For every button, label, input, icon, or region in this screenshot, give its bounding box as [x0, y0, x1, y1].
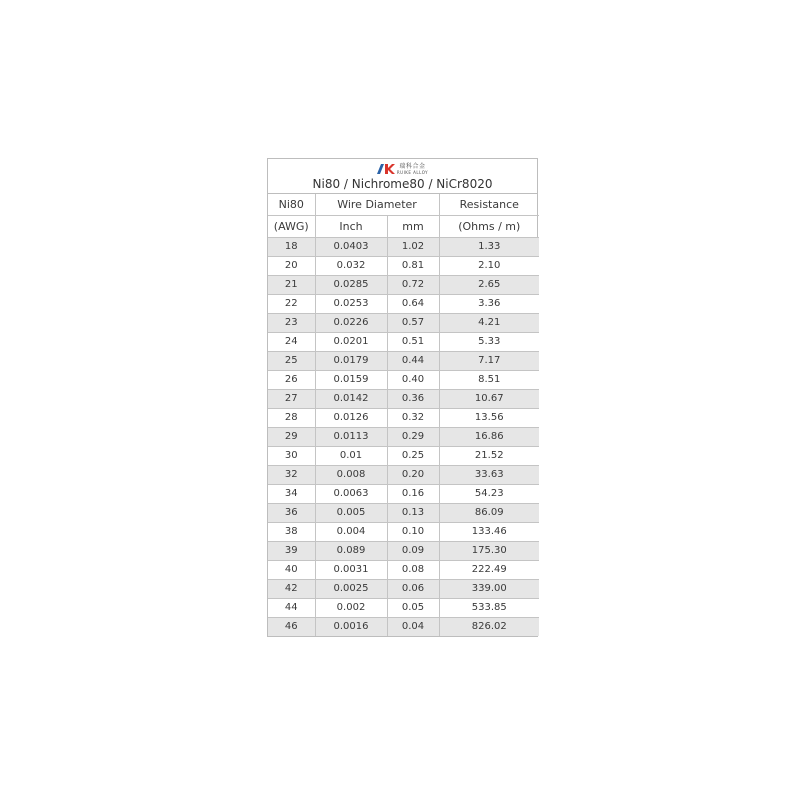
cell-res: 10.67 — [439, 390, 539, 409]
cell-mm: 0.51 — [387, 333, 439, 352]
table-row — [268, 409, 539, 428]
cell-inch: 0.0031 — [315, 561, 387, 580]
cell-mm: 0.40 — [387, 371, 439, 390]
header-ni80: Ni80 — [268, 194, 315, 216]
table-row — [268, 580, 539, 599]
cell-mm: 0.44 — [387, 352, 439, 371]
table-row — [268, 618, 539, 637]
cell-awg: 18 — [268, 238, 315, 257]
cell-res: 33.63 — [439, 466, 539, 485]
table-row — [268, 466, 539, 485]
cell-inch: 0.0226 — [315, 314, 387, 333]
logo-line1: 瑞科合金 — [399, 162, 426, 170]
table-row — [268, 276, 539, 295]
title-block — [268, 159, 537, 194]
cell-inch: 0.0179 — [315, 352, 387, 371]
table-row — [268, 542, 539, 561]
table-row — [268, 333, 539, 352]
cell-awg: 38 — [268, 523, 315, 542]
cell-mm: 0.06 — [387, 580, 439, 599]
table-row — [268, 314, 539, 333]
cell-inch: 0.0142 — [315, 390, 387, 409]
cell-res: 2.10 — [439, 257, 539, 276]
cell-mm: 0.09 — [387, 542, 439, 561]
table-row — [268, 447, 539, 466]
cell-mm: 0.20 — [387, 466, 439, 485]
table-row — [268, 371, 539, 390]
cell-res: 1.33 — [439, 238, 539, 257]
table-row — [268, 561, 539, 580]
cell-res: 133.46 — [439, 523, 539, 542]
cell-awg: 44 — [268, 599, 315, 618]
cell-inch: 0.032 — [315, 257, 387, 276]
cell-res: 339.00 — [439, 580, 539, 599]
cell-awg: 25 — [268, 352, 315, 371]
cell-res: 533.85 — [439, 599, 539, 618]
cell-mm: 0.32 — [387, 409, 439, 428]
cell-awg: 23 — [268, 314, 315, 333]
cell-inch: 0.0201 — [315, 333, 387, 352]
cell-inch: 0.0016 — [315, 618, 387, 637]
cell-res: 4.21 — [439, 314, 539, 333]
cell-inch: 0.0285 — [315, 276, 387, 295]
cell-mm: 0.13 — [387, 504, 439, 523]
table-row — [268, 238, 539, 257]
table-row — [268, 428, 539, 447]
table-row — [268, 352, 539, 371]
cell-awg: 34 — [268, 485, 315, 504]
header-wire-diameter: Wire Diameter — [315, 194, 439, 216]
cell-res: 21.52 — [439, 447, 539, 466]
header-ohms: (Ohms / m) — [439, 216, 539, 238]
cell-res: 175.30 — [439, 542, 539, 561]
header-inch: Inch — [315, 216, 387, 238]
header-row-2 — [268, 216, 539, 238]
cell-res: 86.09 — [439, 504, 539, 523]
cell-inch: 0.002 — [315, 599, 387, 618]
table-row — [268, 295, 539, 314]
cell-awg: 46 — [268, 618, 315, 637]
cell-res: 826.02 — [439, 618, 539, 637]
cell-mm: 0.64 — [387, 295, 439, 314]
cell-res: 16.86 — [439, 428, 539, 447]
cell-res: 222.49 — [439, 561, 539, 580]
cell-mm: 1.02 — [387, 238, 439, 257]
table-row — [268, 523, 539, 542]
header-resistance: Resistance — [439, 194, 539, 216]
cell-inch: 0.0025 — [315, 580, 387, 599]
cell-awg: 28 — [268, 409, 315, 428]
cell-awg: 40 — [268, 561, 315, 580]
cell-awg: 21 — [268, 276, 315, 295]
table-row — [268, 599, 539, 618]
cell-res: 8.51 — [439, 371, 539, 390]
cell-inch: 0.0159 — [315, 371, 387, 390]
cell-inch: 0.0253 — [315, 295, 387, 314]
cell-awg: 24 — [268, 333, 315, 352]
cell-res: 5.33 — [439, 333, 539, 352]
cell-awg: 22 — [268, 295, 315, 314]
table-row — [268, 390, 539, 409]
wire-table — [267, 158, 538, 637]
cell-inch: 0.0126 — [315, 409, 387, 428]
cell-inch: 0.0113 — [315, 428, 387, 447]
cell-inch: 0.004 — [315, 523, 387, 542]
cell-awg: 30 — [268, 447, 315, 466]
header-row-1 — [268, 194, 539, 216]
cell-res: 54.23 — [439, 485, 539, 504]
cell-mm: 0.36 — [387, 390, 439, 409]
table-row — [268, 504, 539, 523]
cell-awg: 29 — [268, 428, 315, 447]
cell-inch: 0.0403 — [315, 238, 387, 257]
data-table — [268, 194, 539, 636]
table-row — [268, 485, 539, 504]
cell-mm: 0.72 — [387, 276, 439, 295]
brand-logo — [268, 159, 537, 176]
table-title: Ni80 / Nichrome80 / NiCr8020 — [312, 177, 493, 191]
table-row — [268, 257, 539, 276]
cell-res: 2.65 — [439, 276, 539, 295]
logo-line2: RUIKE ALLOY — [396, 169, 429, 175]
cell-awg: 42 — [268, 580, 315, 599]
cell-mm: 0.10 — [387, 523, 439, 542]
cell-awg: 27 — [268, 390, 315, 409]
cell-res: 3.36 — [439, 295, 539, 314]
header-mm: mm — [387, 216, 439, 238]
cell-mm: 0.04 — [387, 618, 439, 637]
cell-mm: 0.16 — [387, 485, 439, 504]
cell-inch: 0.089 — [315, 542, 387, 561]
cell-awg: 26 — [268, 371, 315, 390]
logo-mark-icon — [377, 164, 395, 174]
cell-mm: 0.05 — [387, 599, 439, 618]
cell-inch: 0.005 — [315, 504, 387, 523]
header-awg: (AWG) — [268, 216, 315, 238]
logo-text — [397, 164, 428, 175]
cell-mm: 0.57 — [387, 314, 439, 333]
cell-mm: 0.81 — [387, 257, 439, 276]
cell-mm: 0.08 — [387, 561, 439, 580]
cell-inch: 0.0063 — [315, 485, 387, 504]
cell-awg: 39 — [268, 542, 315, 561]
cell-awg: 36 — [268, 504, 315, 523]
cell-awg: 20 — [268, 257, 315, 276]
cell-res: 7.17 — [439, 352, 539, 371]
cell-mm: 0.29 — [387, 428, 439, 447]
cell-inch: 0.008 — [315, 466, 387, 485]
cell-inch: 0.01 — [315, 447, 387, 466]
cell-awg: 32 — [268, 466, 315, 485]
cell-res: 13.56 — [439, 409, 539, 428]
cell-mm: 0.25 — [387, 447, 439, 466]
